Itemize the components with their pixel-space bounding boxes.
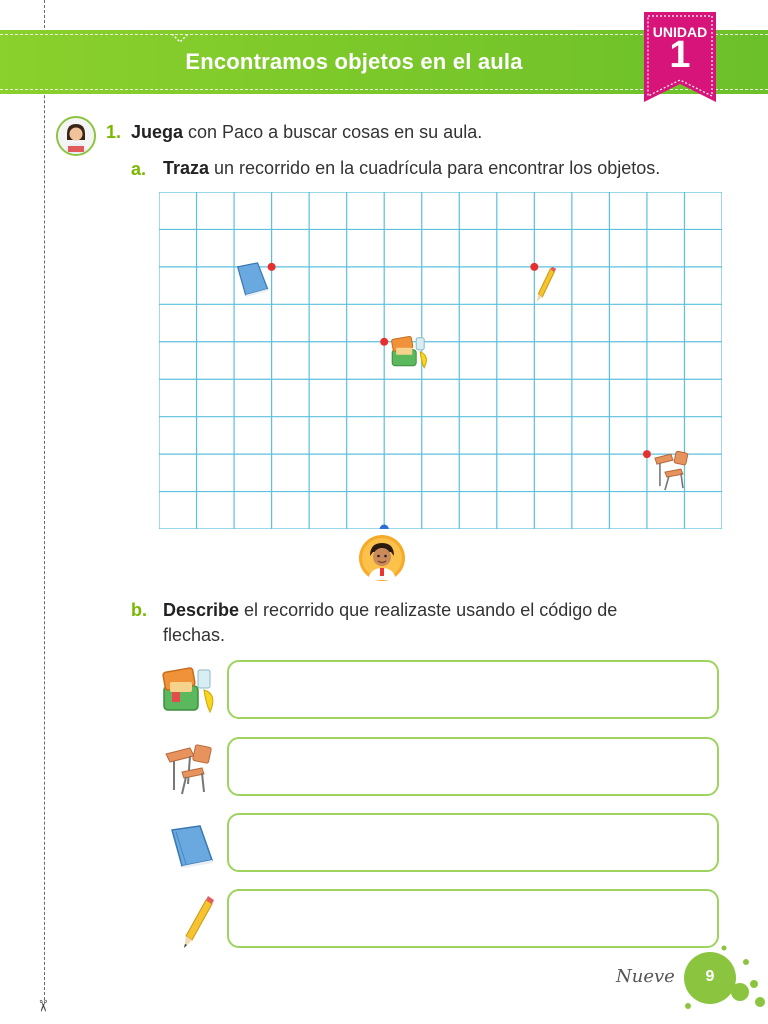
part-b-letter: b. (131, 600, 147, 620)
part-b-text (163, 598, 617, 648)
question-verb: Juega (131, 122, 184, 142)
question-rest: con Paco a buscar cosas en su aula. (183, 122, 483, 142)
lunchbox-icon (162, 664, 220, 716)
question-text (131, 122, 482, 143)
unit-number: 1 (669, 34, 691, 76)
pencil-icon (180, 894, 216, 950)
target-dot (530, 263, 538, 271)
part-a-text (163, 156, 660, 181)
start-dot (380, 525, 389, 530)
grid-desk-icon (655, 451, 688, 490)
part-a-rest: un recorrido en la cuadrícula para encontrar los objetos. (209, 158, 661, 178)
answer-box-book[interactable] (227, 813, 719, 872)
route-grid[interactable] (159, 192, 722, 529)
grid-pencil-icon (536, 267, 556, 302)
part-b-rest: el recorrido que realizaste usando el código de (239, 600, 618, 620)
school-desk-icon (164, 744, 214, 796)
unit-label: UNIDAD (652, 24, 708, 40)
cut-line (44, 0, 45, 1000)
grid-book-icon (238, 263, 269, 297)
part-b-verb: Describe (163, 600, 240, 620)
answer-box-lunchbox[interactable] (227, 660, 719, 719)
answer-box-pencil[interactable] (227, 889, 719, 948)
page-word: Nueve (616, 966, 675, 987)
page-number: 9 (705, 968, 715, 985)
question-number: 1. (106, 122, 122, 142)
book-icon (168, 824, 216, 868)
paco-avatar-icon (358, 534, 406, 582)
target-dot (380, 338, 388, 346)
student-avatar-icon (56, 116, 96, 156)
target-dot (268, 263, 276, 271)
part-b-rest-line2: flechas. (163, 625, 226, 645)
answer-box-desk[interactable] (227, 737, 719, 796)
page-title: Encontramos objetos en el aula (185, 49, 523, 74)
part-a-letter: a. (131, 159, 147, 179)
part-a-verb: Traza (163, 158, 210, 178)
scissors-icon: ✂ (33, 999, 51, 1013)
target-dot (643, 450, 651, 458)
